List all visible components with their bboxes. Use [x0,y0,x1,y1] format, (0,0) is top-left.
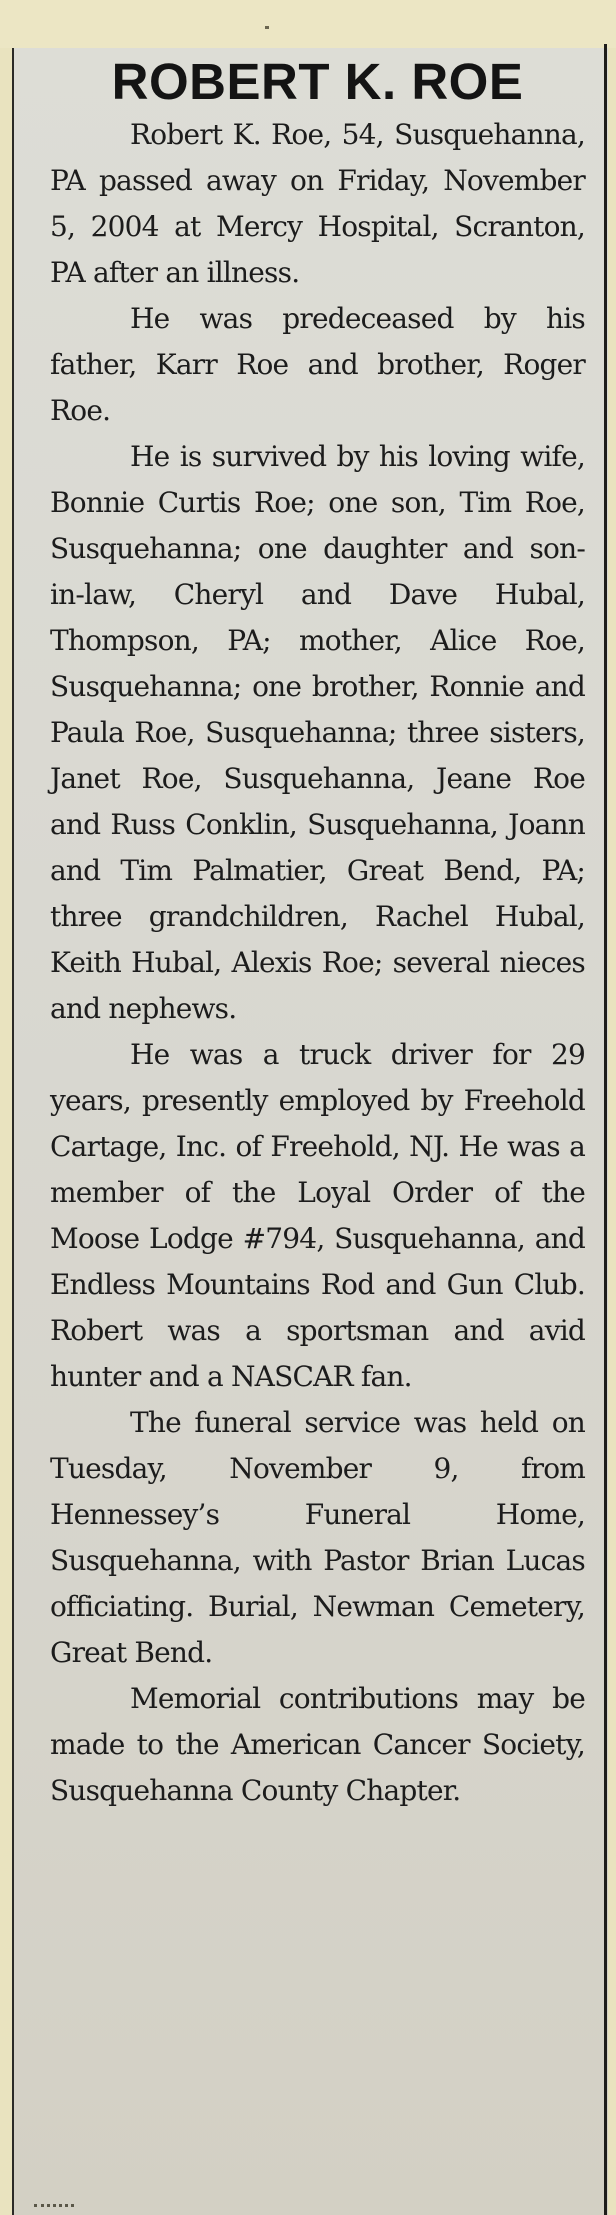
clipping-edge-marks [34,2204,74,2211]
paragraph-death-notice: Robert K. Roe, 54, Susquehanna, PA passed away on Friday, November 5, 2004 at Mercy Hospital, Scranton, PA after an illness. [50,118,585,289]
paragraph-survivors: He is survived by his loving wife, Bonnie Curtis Roe; one son, Tim Roe, Susquehanna; one daughter and son-in-law, Cheryl and Dave Hubal, Thompson, PA; mother, Alice Roe, Susquehanna; one brother, Ronnie and Paula Roe, Susquehanna; three sisters, Janet Roe, Susquehanna, Jeane Roe and Russ Conklin, Susquehanna, Joann and Tim Palmatier, Great Bend, PA; three grandchildren, Rachel Hubal, Keith Hubal, Alexis Roe; several nieces and nephews. [50,440,585,1025]
backing-paper [0,0,616,48]
paragraph-career: He was a truck driver for 29 years, presently employed by Freehold Cartage, Inc. of Freehold, NJ. He was a member of the Loyal Order of the Moose Lodge #794, Susquehanna, and Endless Mountains Rod and Gun Club. Robert was a sportsman and avid hunter and a NASCAR fan. [50,1038,585,1393]
paragraph-funeral: The funeral service was held on Tuesday, November 9, from Hennessey’s Funeral Home, Susquehanna, with Pastor Brian Lucas officiating. Burial, Newman Cemetery, Great Bend. [50,1406,585,1669]
paper-speck [265,26,269,29]
paragraph-memorial: Memorial contributions may be made to the American Cancer Society, Susquehanna County Chapter. [50,1682,585,1807]
article-headline: ROBERT K. ROE [111,53,524,110]
column-rule-left [12,48,14,2215]
column-rule-right [604,44,607,2215]
article-body [50,112,585,1814]
paragraph-predeceased: He was predeceased by his father, Karr Roe and brother, Roger Roe. [50,302,585,427]
obituary-article [50,52,585,1814]
